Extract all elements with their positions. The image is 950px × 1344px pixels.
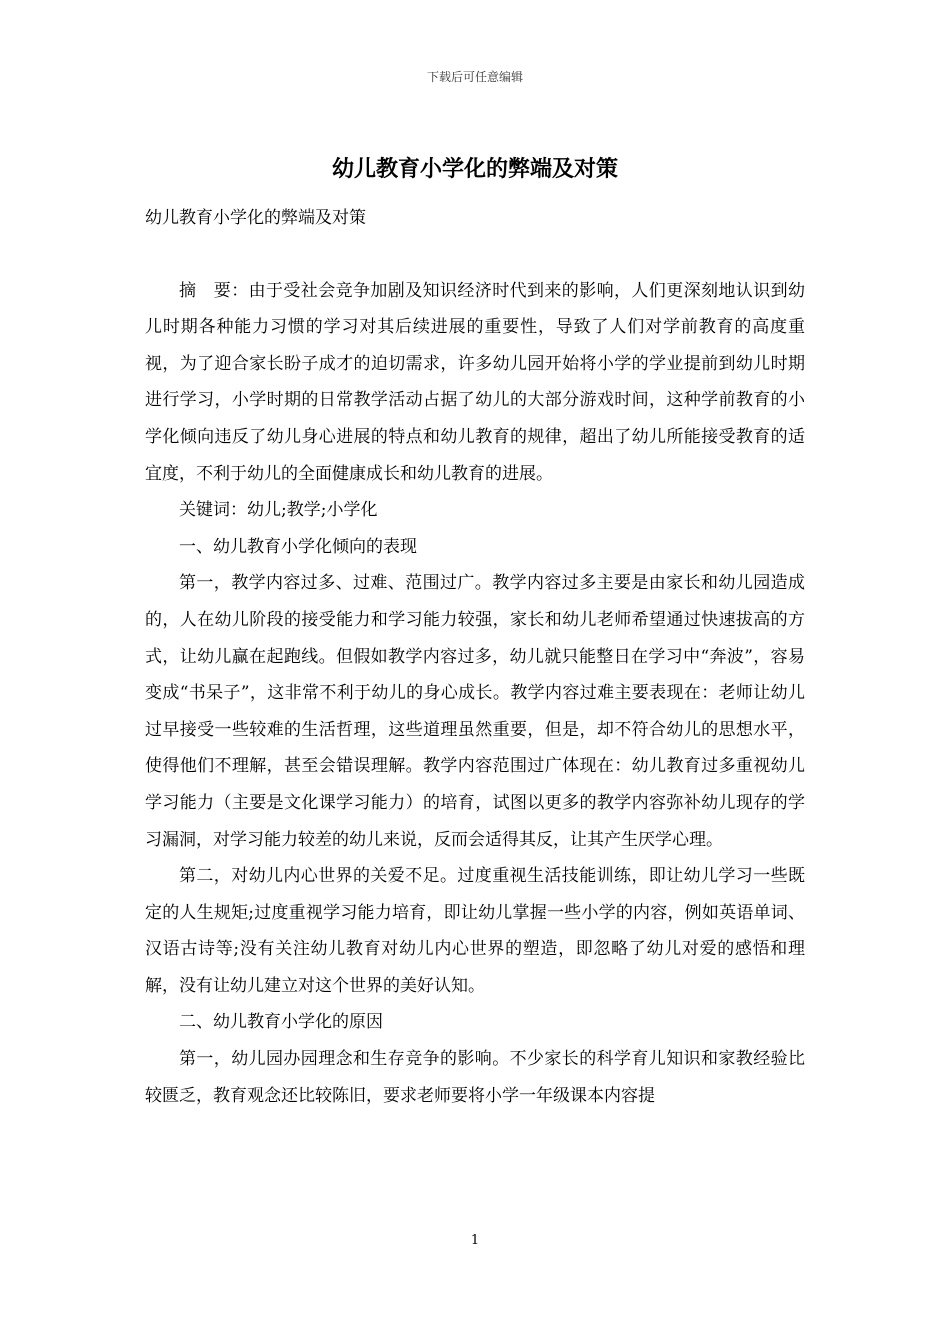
page-header: 下载后可任意编辑 xyxy=(426,70,523,84)
section1-paragraph-2: 第二，对幼儿内心世界的关爱不足。过度重视生活技能训练，即让幼儿学习一些既定的人生规矩;过度重视学习能力培育，即让幼儿掌握一些小学的内容，例如英语单词、汉语古诗等;没有关注幼儿教育对幼儿内心世界的塑造，即忽略了幼儿对爱的感悟和理解，没有让幼儿建立对这个世界的美好认知。 xyxy=(145,866,805,996)
section-heading-2: 二、幼儿教育小学化的原因 xyxy=(179,1012,383,1033)
keywords-line: 关键词：幼儿;教学;小学化 xyxy=(179,500,378,521)
page-number: 1 xyxy=(470,1233,480,1248)
section2-paragraph-1: 第一，幼儿园办园理念和生存竞争的影响。不少家长的科学育儿知识和家教经验比较匮乏，教育观念还比较陈旧，要求老师要将小学一年级课本内容提 xyxy=(145,1049,805,1106)
section-heading-1: 一、幼儿教育小学化倾向的表现 xyxy=(179,536,417,557)
abstract-paragraph: 摘 要：由于受社会竞争加剧及知识经济时代到来的影响，人们更深刻地认识到幼儿时期各种能力习惯的学习对其后续进展的重要性，导致了人们对学前教育的高度重视，为了迎合家长盼子成才的迫切需求，许多幼儿园开始将小学的学业提前到幼儿时期进行学习，小学时期的日常教学活动占据了幼儿的大部分游戏时间，这种学前教育的小学化倾向违反了幼儿身心进展的特点和幼儿教育的规律，超出了幼儿所能接受教育的适宜度，不利于幼儿的全面健康成长和幼儿教育的进展。 xyxy=(145,280,805,484)
section1-paragraph-1: 第一，教学内容过多、过难、范围过广。教学内容过多主要是由家长和幼儿园造成的，人在幼儿阶段的接受能力和学习能力较强，家长和幼儿老师希望通过快速拔高的方式，让幼儿赢在起跑线。但假如教学内容过多，幼儿就只能整日在学习中“奔波”，容易变成“书呆子”，这非常不利于幼儿的身心成长。教学内容过难主要表现在：老师让幼儿过早接受一些较难的生活哲理，这些道理虽然重要，但是，却不符合幼儿的思想水平，使得他们不理解，甚至会错误理解。教学内容范围过广体现在：幼儿教育过多重视幼儿学习能力（主要是文化课学习能力）的培育，试图以更多的教学内容弥补幼儿现存的学习漏洞，对学习能力较差的幼儿来说，反而会适得其反，让其产生厌学心理。 xyxy=(145,573,805,850)
document-subtitle: 幼儿教育小学化的弊端及对策 xyxy=(145,208,366,228)
blank-line xyxy=(145,237,805,273)
document-body xyxy=(145,200,805,1114)
document-title: 幼儿教育小学化的弊端及对策 xyxy=(331,156,618,182)
